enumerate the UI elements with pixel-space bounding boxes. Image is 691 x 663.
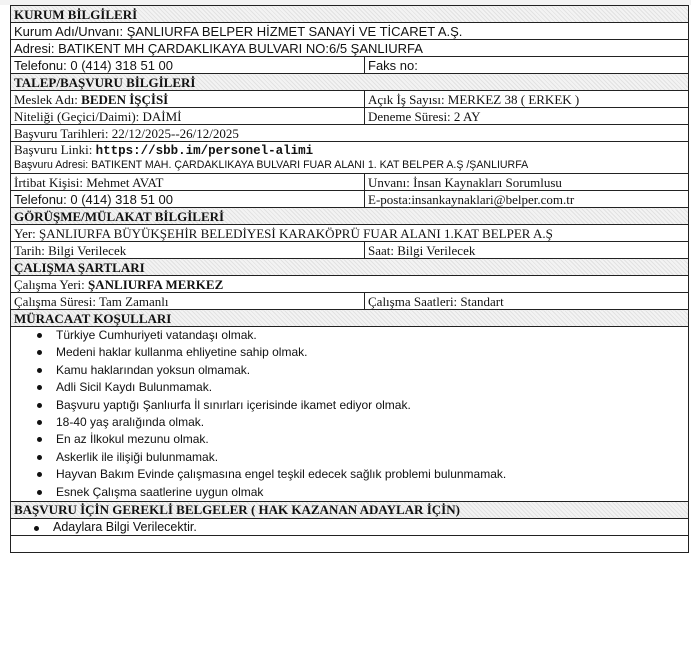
gorusme-tarih: Tarih: Bilgi Verilecek xyxy=(11,242,365,259)
list-item: Başvuru yaptığı Şanlıurfa İl sınırları içerisinde ikamet ediyor olmak. xyxy=(56,397,685,414)
kurum-faks: Faks no: xyxy=(365,57,689,74)
list-item: Hayvan Bakım Evinde çalışmasına engel teşkil edecek sağlık problemi bulunmamak. xyxy=(56,466,685,483)
calisma-suresi: Çalışma Süresi: Tam Zamanlı xyxy=(11,293,365,310)
eposta[interactable]: E-posta:insankaynaklari@belper.com.tr xyxy=(365,191,689,208)
niteligi: Niteliği (Geçici/Daimi): DAİMİ xyxy=(11,108,365,125)
section-title: KURUM BİLGİLERİ xyxy=(11,6,689,23)
kurum-adres: Adresi: BATIKENT MH ÇARDAKLIKAYA BULVARI NO:6/5 ŞANLIURFA xyxy=(11,40,689,57)
calisma-sure-row xyxy=(11,293,689,310)
list-item: Türkiye Cumhuriyeti vatandaşı olmak. xyxy=(56,327,685,344)
calisma-yeri-value: ŞANLIURFA MERKEZ xyxy=(88,276,224,292)
kurum-telefon-row xyxy=(11,57,689,74)
list-item: Esnek Çalışma saatlerine uygun olmak xyxy=(56,484,685,501)
kurum-adres-row xyxy=(11,40,689,57)
basvuru-linki xyxy=(14,143,685,158)
gerekli-row xyxy=(11,518,689,535)
basvuru-adresi: Başvuru Adresi: BATIKENT MAH. ÇARDAKLIKAYA BULVARI FUAR ALANI 1. KAT BELPER A.Ş /ŞANLIURFA xyxy=(14,159,529,171)
gorusme-zaman-row xyxy=(11,242,689,259)
list-item: En az İlkokul mezunu olmak. xyxy=(56,431,685,448)
calisma-yeri-row xyxy=(11,276,689,293)
muracaat-list-row xyxy=(11,327,689,502)
deneme-suresi: Deneme Süresi: 2 AY xyxy=(365,108,689,125)
basvuru-link[interactable]: https://sbb.im/personel-alimi xyxy=(95,144,314,158)
irtibat-unvan: Unvanı: İnsan Kaynakları Sorumlusu xyxy=(365,174,689,191)
section-title: ÇALIŞMA ŞARTLARI xyxy=(11,259,689,276)
list-item: Askerlik ile ilişiği bulunmamak. xyxy=(56,449,685,466)
tarihler-row xyxy=(11,125,689,142)
kurum-telefon: Telefonu: 0 (414) 318 51 00 xyxy=(11,57,365,74)
section-muracaat-header xyxy=(11,310,689,327)
gerekli-item: Adaylara Bilgi Verilecektir. xyxy=(14,520,197,534)
gorusme-yer: Yer: ŞANLIURFA BÜYÜKŞEHİR BELEDİYESİ KARAKÖPRÜ FUAR ALANI 1.KAT BELPER A.Ş xyxy=(11,225,689,242)
calisma-yeri-label: Çalışma Yeri: xyxy=(14,276,89,292)
section-gerekli-header xyxy=(11,501,689,518)
empty-row xyxy=(11,535,689,552)
meslek-label: Meslek Adı: xyxy=(14,91,82,107)
section-title: GÖRÜŞME/MÜLAKAT BİLGİLERİ xyxy=(11,208,689,225)
list-item: Adli Sicil Kaydı Bulunmamak. xyxy=(56,379,685,396)
talep-iletisim-row xyxy=(11,191,689,208)
basvuru-tarihleri: Başvuru Tarihleri: 22/12/2025--26/12/2025 xyxy=(11,125,689,142)
gerekli-cell xyxy=(11,518,689,535)
form-table xyxy=(10,5,689,553)
link-adres-cell xyxy=(11,142,689,174)
kurum-adi: Kurum Adı/Unvanı: ŞANLIURFA BELPER HİZMET SANAYİ VE TİCARET A.Ş. xyxy=(11,23,689,40)
empty-cell xyxy=(11,535,689,552)
section-title: TALEP/BAŞVURU BİLGİLERİ xyxy=(11,74,689,91)
section-kurum-header xyxy=(11,6,689,23)
section-title: BAŞVURU İÇİN GEREKLİ BELGELER ( HAK KAZANAN ADAYLAR İÇİN) xyxy=(11,501,689,518)
section-gorusme-header xyxy=(11,208,689,225)
gorusme-yer-row xyxy=(11,225,689,242)
section-calisma-header xyxy=(11,259,689,276)
calisma-saatleri: Çalışma Saatleri: Standart xyxy=(365,293,689,310)
muracaat-list-cell xyxy=(11,327,689,502)
nitelik-row xyxy=(11,108,689,125)
talep-telefon: Telefonu: 0 (414) 318 51 00 xyxy=(11,191,365,208)
meslek-row xyxy=(11,91,689,108)
gorusme-saat: Saat: Bilgi Verilecek xyxy=(365,242,689,259)
meslek-value: BEDEN İŞÇİSİ xyxy=(81,91,169,107)
calisma-yeri xyxy=(11,276,689,293)
link-adres-row xyxy=(11,142,689,174)
meslek-adi xyxy=(11,91,365,108)
kurum-adi-row xyxy=(11,23,689,40)
list-item: 18-40 yaş aralığında olmak. xyxy=(56,414,685,431)
list-item: Kamu haklarından yoksun olmamak. xyxy=(56,362,685,379)
irtibat-kisisi: İrtibat Kişisi: Mehmet AVAT xyxy=(11,174,365,191)
list-item: Medeni haklar kullanma ehliyetine sahip olmak. xyxy=(56,344,685,361)
acik-is-sayisi: Açık İş Sayısı: MERKEZ 38 ( ERKEK ) xyxy=(365,91,689,108)
irtibat-row xyxy=(11,174,689,191)
muracaat-list xyxy=(14,327,685,501)
link-label: Başvuru Linki: xyxy=(14,142,96,157)
section-title: MÜRACAAT KOŞULLARI xyxy=(11,310,689,327)
section-talep-header xyxy=(11,74,689,91)
